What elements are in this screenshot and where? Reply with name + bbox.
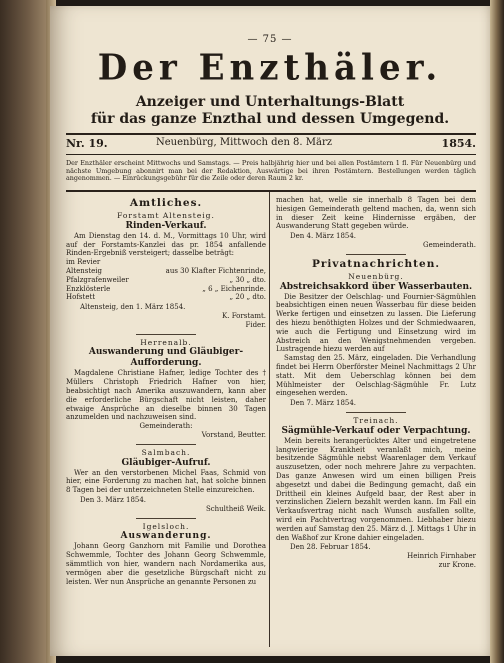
auswanderung-text: Magdalene Christiane Hafner, ledige Tochter des † Müllers Christoph Friedrich Hafner von hier, beabsichtigt nach Amerika auszuwandern, kann aber die erforderliche Bürgschaft nicht leisten, daher etwaige Ansprüche an dieselbe binnen 30 Tagen anzumelden und nachzuweisen sind. [66,369,266,422]
auswanderung-title: Auswanderung und Gläubiger-Aufforderung. [88,347,244,369]
rinden-row-qty: „ 20 „ dto. [229,293,266,302]
continued-signature: Gemeinderath. [423,240,476,249]
treinach-place: Treinach. [353,415,399,425]
separator [136,444,196,445]
rinden-text: Am Dienstag den 14. d. M., Vormittags 10 Uhr, wird auf der Forstamts-Kanzlei das pr. 1854 anfallende Rinden-Ergebniß versteigert; dasselbe beträgt: [66,231,266,258]
right-column [276,196,476,570]
masthead-title: Der Enzthäler. [97,47,443,89]
separator [136,334,196,335]
issue-place-date: Neuenbürg, Mittwoch den 8. März [156,137,333,148]
rinden-row-name: Altensteig [66,266,103,275]
book-edge-right [490,0,504,663]
section-amtliches: Amtliches. [129,197,203,209]
separator [346,254,406,255]
continued-date: Den 4. März 1854. [290,232,357,241]
salmbach-place: Salmbach. [141,447,191,457]
rinden-row-name: Pfalzgrafenweiler [66,275,129,284]
forstamt-place: Forstamt Altensteig. [117,211,215,220]
rinden-row [66,293,266,302]
auswanderung-signature-1: Gemeinderath: [139,422,193,431]
glaeubiger-title: Gläubiger-Aufruf. [121,457,211,468]
rinden-row-name: Hofstett [66,293,96,302]
book-binding-left [0,0,50,663]
glaeubiger-date: Den 3. März 1854. [80,495,147,504]
rinden-signature-2: Fider. [245,320,266,329]
igelsloch-place: Igelsloch. [142,521,190,531]
masthead-subtitle-2: für das ganze Enzthal und dessen Umgegend. [90,111,450,127]
rinden-row-qty: „ 30 „ dto. [229,275,266,284]
notice-rule [66,190,476,192]
subscription-notice: Der Enzthäler erscheint Mittwochs und Samstags. — Preis halbjährig hier und bei allen Postämtern 1 fl. Für Neuenbürg und nächste Umgebung abonnirt man bei der Redaktion, Auswärtige bei ihren Postämtern. Bestellungen werden täglich angenommen. — Einrückungsgebühr für die Zeile oder deren Raum 2 kr. [66,159,476,183]
glaeubiger-text: Wer an den verstorbenen Michel Faas, Schmid von hier, eine Forderung zu machen hat, hat solche binnen 8 Tagen bei der unterzeichneten Stelle einzureichen. [66,468,266,495]
page-number: — 75 — [247,34,293,45]
neuenbuerg-place: Neuenbürg. [348,271,404,281]
revier-label: im Revier [66,258,101,267]
header-rule-bottom [66,154,476,155]
igelsloch-title: Auswanderung. [120,531,212,542]
issue-line [66,137,476,151]
rinden-row-qty: „ 6 „ Eichenrinde. [202,284,266,293]
saegmuehle-signature-2: zur Krone. [438,560,476,569]
separator [346,412,406,413]
rinden-row [66,285,266,294]
newspaper-page [50,6,490,656]
section-privatnachrichten: Privatnachrichten. [311,257,440,270]
abstreich-title: Abstreichsakkord über Wasserbauten. [279,281,473,292]
rinden-row [66,267,266,276]
herrenalb-place: Herrenalb. [140,337,192,347]
issue-year: 1854. [441,137,476,150]
continued-text: machen hat, welle sie innerhalb 8 Tagen bei dem hiesigen Gemeinderath geltend machen, da, wenn sich in dieser Zeit keine Hindernisse ergäben, der Auswanderung Statt gegeben würde. [276,196,476,231]
igelsloch-text: Johann Georg Ganzhorn mit Familie und Dorothea Schwemmle, Tochter des Johann Georg Schwemmle, sämmtlich von hier, wandern nach Nordamerika aus, vermögen aber die gesetzliche Bürgschaft nicht zu leisten. Wer nun Ansprüche an genannte Personen zu [66,542,266,586]
saegmuehle-date: Den 28. Februar 1854. [290,543,371,552]
rinden-row [66,276,266,285]
abstreich-date: Den 7. März 1854. [290,399,357,408]
rinden-date: Altensteig, den 1. März 1854. [80,303,186,312]
separator [136,518,196,519]
abstreich-text: Die Besitzer der Oelschlag- und Fournier-Sägmühlen beabsichtigen einen neuen Wasserbau für diese beiden Werke fertigen und einsetzen zu lassen. Die Lieferung des hiezu benöthigten Holzes und der Schmiedwaaren, wie auch die Fertigung und Einsetzung wird im Abstreich an den Wenigstnehmenden vergeben. Lustragende hiezu werden auf [276,292,476,354]
saegmuehle-text: Mein bereits herangerücktes Alter und eingetretene langwierige Krankheit veranlaßt mich, meine besitzende Sägmühle nebst Waarenlager dem Verkauf auszusetzen, oder noch mehrere Jahre zu verpachten. Das ganze Anwesen wird um einen billigen Preis abgesetzt und dabei die Bedingung gemacht, daß ein Drittheil ein kleines Aufgeld baar, der Rest aber in verzinslichen Zielern bezahlt werden kann. Im Fall ein Verkaufsvertrag nicht nach Wunsch ausfallen sollte, wird ein Pachtvertrag vorgenommen. Liebhaber hiezu werden auf Samstag den 25. März d. J. Mittags 1 Uhr in den Waßhof zur Krone dahier eingeladen. [276,436,476,542]
masthead-subtitle-1: Anzeiger und Unterhaltungs-Blatt [135,94,405,110]
saegmuehle-title: Sägmühle-Verkauf oder Verpachtung. [281,425,471,436]
abstreich-text-2: Samstag den 25. März, eingeladen. Die Verhandlung findet bei Herrn Oberförster Meinel Nachmittags 2 Uhr statt. Mit dem Ueberschlag können bei dem Mühlmeister der Oelschlag-Sägmühle Fr. Lutz eingesehen werden. [276,354,476,398]
rinden-row-name: Enzklösterle [66,284,111,293]
rinden-signature-1: K. Forstamt. [222,311,266,320]
issue-number: Nr. 19. [66,137,108,150]
header-rule-top [66,133,476,135]
glaeubiger-signature: Schultheiß Weik. [205,504,266,513]
saegmuehle-signature-1: Heinrich Firnhaber [407,552,476,561]
column-divider [269,192,270,647]
rinden-row-qty: aus 30 Klafter Fichtenrinde, [165,266,266,275]
auswanderung-signature-2: Vorstand, Beutter. [201,430,266,439]
rinden-title: Rinden-Verkauf. [125,220,207,231]
left-column [66,196,266,586]
